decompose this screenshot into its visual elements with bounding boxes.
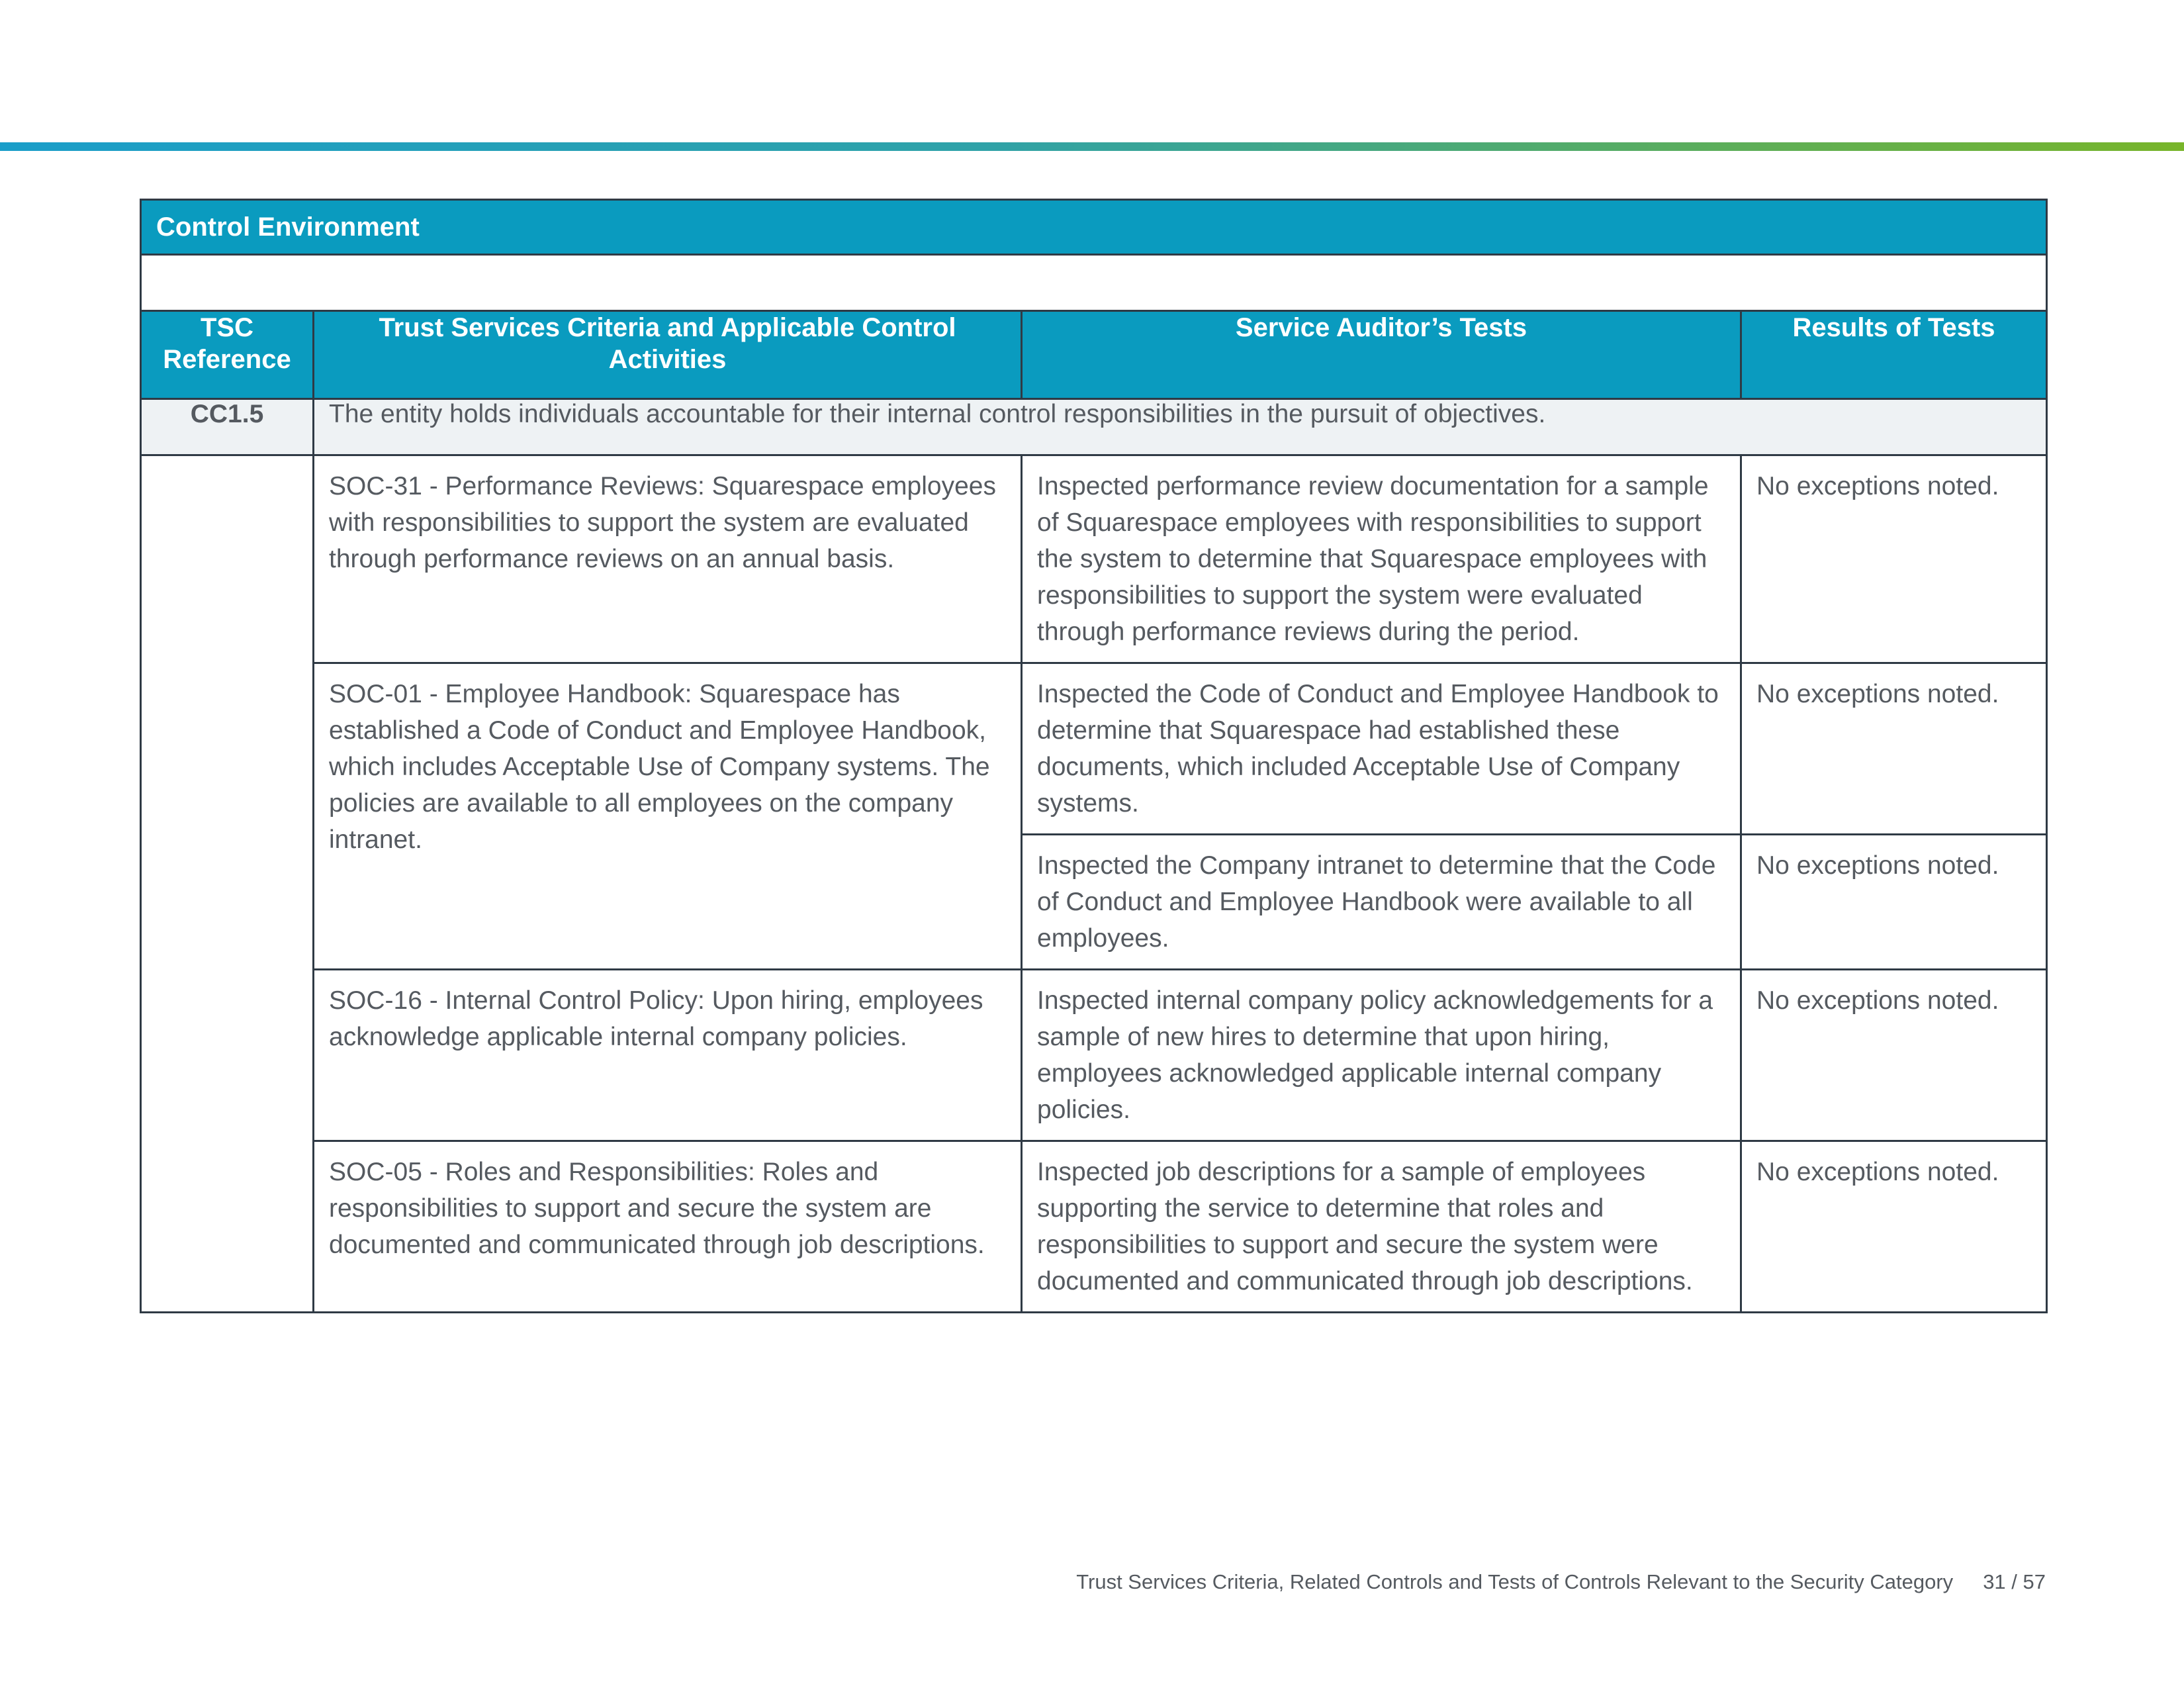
column-header-tests: Service Auditor’s Tests — [1022, 311, 1741, 399]
column-header-results: Results of Tests — [1741, 311, 2047, 399]
control-activity: SOC-31 - Performance Reviews: Squarespace employees with responsibilities to support the system are evaluated through performance reviews on an annual basis. — [314, 455, 1022, 663]
header-accent-rule — [0, 142, 2184, 151]
column-header-row — [141, 311, 2047, 399]
test-result: No exceptions noted. — [1741, 663, 2047, 835]
page-number: 31 / 57 — [1983, 1570, 2046, 1593]
test-result: No exceptions noted. — [1741, 835, 2047, 970]
auditor-test: Inspected performance review documentation for a sample of Squarespace employees with responsibilities to support the system to determine that Squarespace employees with responsibilities to support the system were evaluated through performance reviews during the period. — [1022, 455, 1741, 663]
column-header-criteria: Trust Services Criteria and Applicable Control Activities — [314, 311, 1022, 399]
table-row — [141, 455, 2047, 663]
table-row — [141, 663, 2047, 835]
criterion-ref: CC1.5 — [141, 399, 314, 455]
controls-table — [140, 199, 2048, 1313]
test-result: No exceptions noted. — [1741, 1141, 2047, 1313]
table-row — [141, 970, 2047, 1141]
auditor-test: Inspected the Code of Conduct and Employee Handbook to determine that Squarespace had established these documents, which included Acceptable Use of Company systems. — [1022, 663, 1741, 835]
footer-text: Trust Services Criteria, Related Controls and Tests of Controls Relevant to the Security Category — [1076, 1570, 1954, 1593]
column-header-ref: TSC Reference — [141, 311, 314, 399]
auditor-test: Inspected the Company intranet to determine that the Code of Conduct and Employee Handbook were available to all employees. — [1022, 835, 1741, 970]
page-footer — [1076, 1570, 2046, 1594]
test-result: No exceptions noted. — [1741, 970, 2047, 1141]
control-activity: SOC-16 - Internal Control Policy: Upon hiring, employees acknowledge applicable internal company policies. — [314, 970, 1022, 1141]
control-activity: SOC-01 - Employee Handbook: Squarespace has established a Code of Conduct and Employee Handbook, which includes Acceptable Use of Company systems. The policies are available to all employees on the company intranet. — [314, 663, 1022, 970]
control-activity: SOC-05 - Roles and Responsibilities: Roles and responsibilities to support and secure the system are documented and communicated through job descriptions. — [314, 1141, 1022, 1313]
auditor-test: Inspected job descriptions for a sample of employees supporting the service to determine that roles and responsibilities to support and secure the system were documented and communicated through job descriptions. — [1022, 1141, 1741, 1313]
criterion-row — [141, 399, 2047, 455]
ref-cell-empty — [141, 455, 314, 1313]
section-title: Control Environment — [141, 200, 2047, 255]
auditor-test: Inspected internal company policy acknowledgements for a sample of new hires to determine that upon hiring, employees acknowledged applicable internal company policies. — [1022, 970, 1741, 1141]
criterion-text: The entity holds individuals accountable for their internal control responsibilities in the pursuit of objectives. — [314, 399, 2047, 455]
spacer-row — [141, 255, 2047, 311]
test-result: No exceptions noted. — [1741, 455, 2047, 663]
table-row — [141, 1141, 2047, 1313]
